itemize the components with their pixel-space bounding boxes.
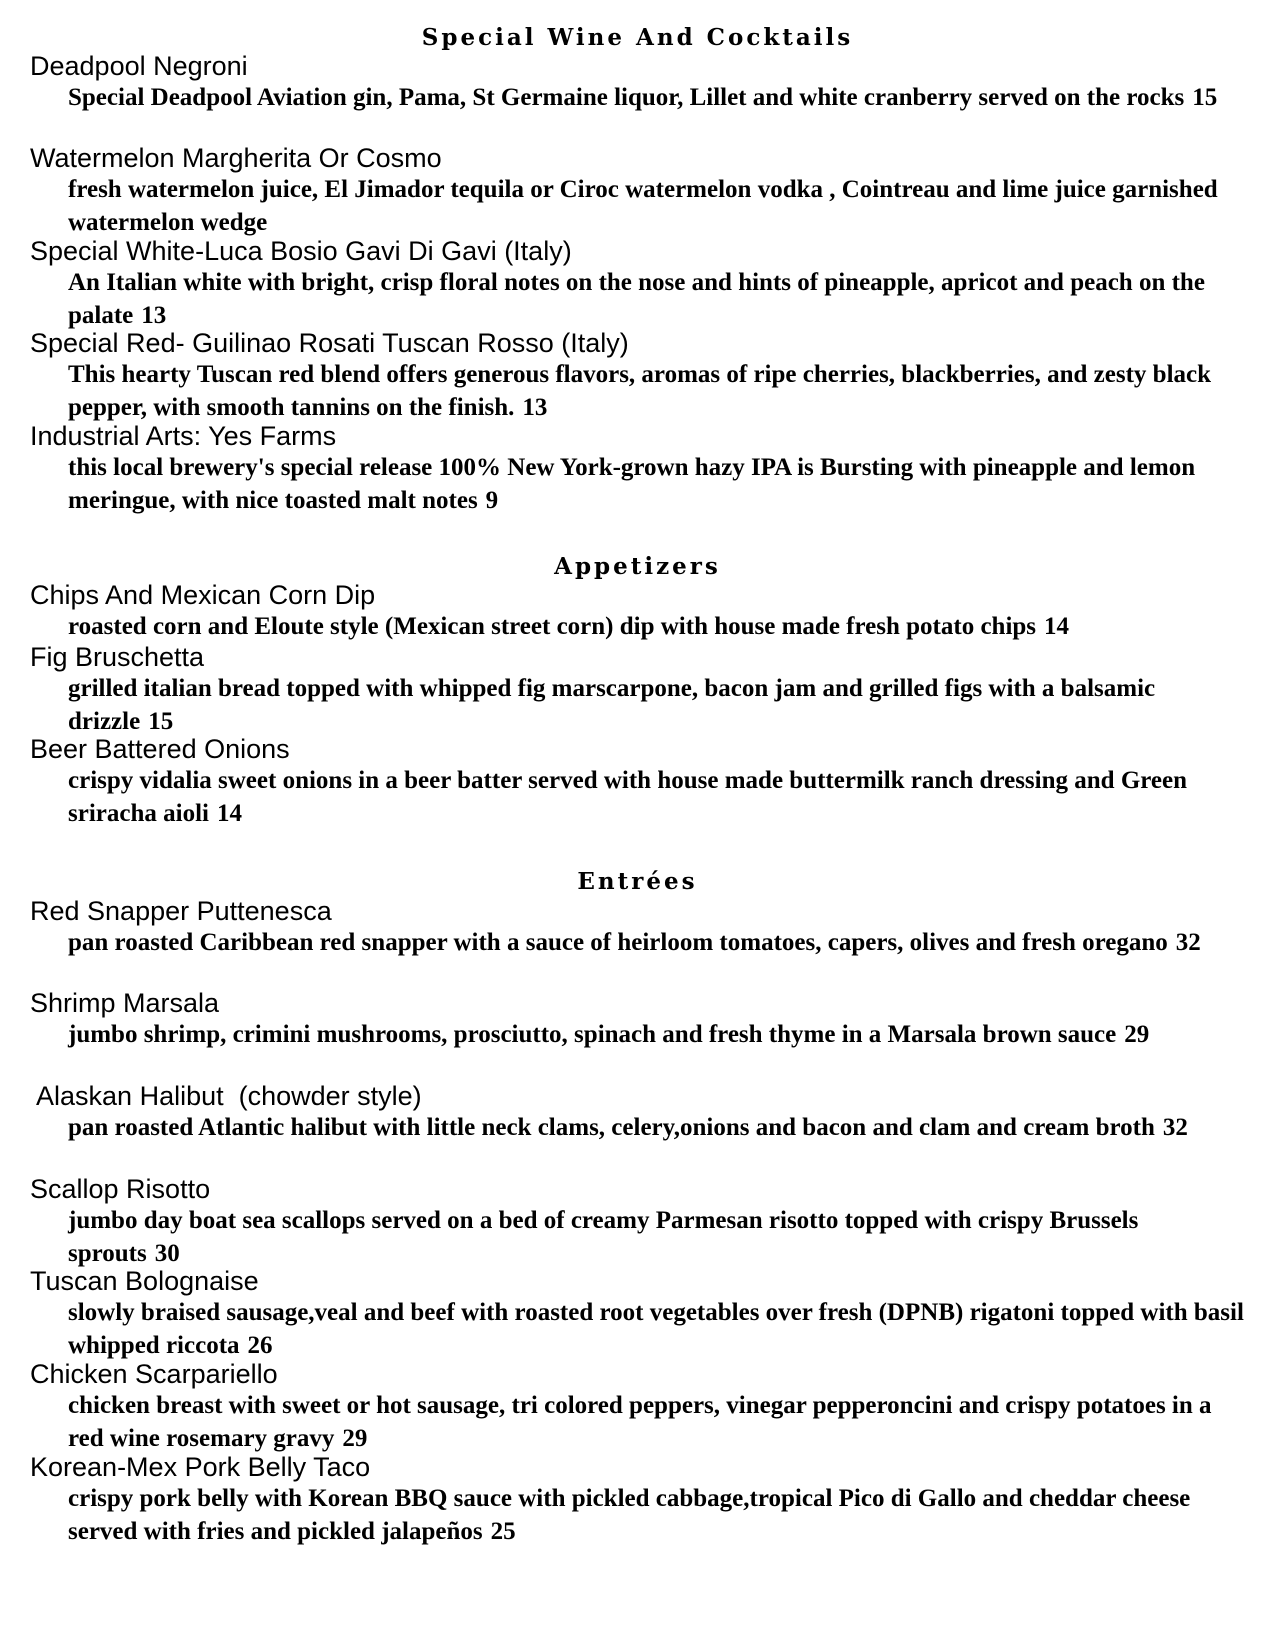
description-text: this local brewery's special release 100% New York-grown hazy IPA is Bursting with pineapple and lemon meringue, with nice toasted malt notes [68, 454, 1196, 514]
menu-item-description [68, 1019, 1248, 1052]
description-text: jumbo day boat sea scallops served on a bed of creamy Parmesan risotto topped with crispy Brussels sprouts [68, 1207, 1139, 1267]
menu-item-name: Industrial Arts: Yes Farms [30, 421, 337, 451]
menu-item-description [68, 1390, 1248, 1455]
description-text: jumbo shrimp, crimini mushrooms, prosciutto, spinach and fresh thyme in a Marsala brown sauce [68, 1021, 1117, 1048]
menu-item-price: 15 [148, 707, 174, 735]
menu-item-price: 29 [1124, 1021, 1150, 1048]
menu-item-name: Watermelon Margherita Or Cosmo [30, 143, 442, 173]
description-text: roasted corn and Eloute style (Mexican street corn) dip with house made fresh potato chips [68, 613, 1037, 640]
menu-item-price: 29 [342, 1424, 368, 1452]
description-text: pan roasted Atlantic halibut with little neck clams, celery,onions and bacon and clam and cream broth [68, 1114, 1155, 1141]
menu-item-description [68, 765, 1248, 830]
menu-item-price: 26 [247, 1331, 273, 1359]
menu-item-description [68, 1205, 1248, 1270]
menu-item-description [68, 673, 1248, 738]
description-text: Special Deadpool Aviation gin, Pama, St Germaine liquor, Lillet and white cranberry served on the rocks [68, 84, 1185, 111]
description-text: This hearty Tuscan red blend offers generous flavors, aromas of ripe cherries, blackberries, and zesty black pepper, with smooth tannins on the finish. [68, 361, 1212, 421]
description-text: crispy pork belly with Korean BBQ sauce with pickled cabbage,tropical Pico di Gallo and cheddar cheese served with fries and pickled jalapeños [68, 1485, 1191, 1545]
menu-item-name: Chicken Scarpariello [30, 1359, 278, 1389]
menu-item-price: 25 [490, 1517, 516, 1545]
menu-item-price: 9 [485, 486, 499, 514]
menu-item-price: 13 [522, 393, 548, 421]
description-text: pan roasted Caribbean red snapper with a sauce of heirloom tomatoes, capers, olives and fresh oregano [68, 929, 1168, 956]
description-text: crispy vidalia sweet onions in a beer batter served with house made buttermilk ranch dressing and Green sriracha aioli [68, 767, 1188, 827]
menu-item-description [68, 359, 1248, 424]
menu-item-description [68, 1112, 1248, 1145]
menu-item-name: Special White-Luca Bosio Gavi Di Gavi (Italy) [30, 236, 572, 266]
menu-item-name: Deadpool Negroni [30, 51, 248, 81]
menu-item-name: Scallop Risotto [30, 1174, 211, 1204]
menu-item-name: Fig Bruschetta [30, 642, 205, 672]
menu-item-description [68, 1297, 1248, 1362]
menu-item-price: 32 [1162, 1114, 1188, 1141]
description-text: grilled italian bread topped with whipped fig marscarpone, bacon jam and grilled figs with a balsamic drizzle [68, 675, 1156, 735]
menu-item-description [68, 82, 1248, 115]
section-title-special-wine-and-cocktails: Special Wine And Cocktails [421, 24, 854, 51]
section-title-entrees: Entrées [577, 868, 698, 895]
menu-item-description [68, 267, 1248, 332]
menu-item-name: Alaskan Halibut (chowder style) [30, 1081, 422, 1111]
menu-item-description [68, 927, 1248, 960]
menu-item-price: 14 [1044, 613, 1070, 640]
menu-item-description [68, 611, 1248, 644]
menu-item-name: Shrimp Marsala [30, 988, 220, 1018]
menu-item-price: 14 [216, 799, 242, 827]
section-title-appetizers: Appetizers [554, 553, 721, 580]
description-text: chicken breast with sweet or hot sausage, tri colored peppers, vinegar pepperoncini and crispy potatoes in a red wine rosemary gravy [68, 1392, 1212, 1452]
menu-item-price: 30 [154, 1239, 180, 1267]
menu-item-price: 13 [141, 301, 167, 329]
menu-item-price: 32 [1175, 929, 1201, 956]
menu-item-price [267, 209, 275, 236]
description-text: An Italian white with bright, crisp floral notes on the nose and hints of pineapple, apricot and peach on the palate [68, 269, 1205, 329]
menu-item-name: Chips And Mexican Corn Dip [30, 580, 376, 610]
menu-item-description [68, 174, 1248, 239]
menu-item-name: Korean-Mex Pork Belly Taco [30, 1452, 371, 1482]
menu-item-name: Special Red- Guilinao Rosati Tuscan Rosso (Italy) [30, 328, 629, 358]
menu-item-name: Beer Battered Onions [30, 734, 290, 764]
menu-item-description [68, 452, 1248, 517]
menu-item-description [68, 1483, 1248, 1548]
menu-item-name: Tuscan Bolognaise [30, 1266, 259, 1296]
menu-item-name: Red Snapper Puttenesca [30, 896, 332, 926]
description-text: fresh watermelon juice, El Jimador tequila or Ciroc watermelon vodka , Cointreau and lime juice garnished watermelon wedge [68, 176, 1218, 236]
description-text: slowly braised sausage,veal and beef with roasted root vegetables over fresh (DPNB) rigatoni topped with basil whipped riccota [68, 1299, 1244, 1359]
menu-item-price: 15 [1192, 84, 1218, 111]
